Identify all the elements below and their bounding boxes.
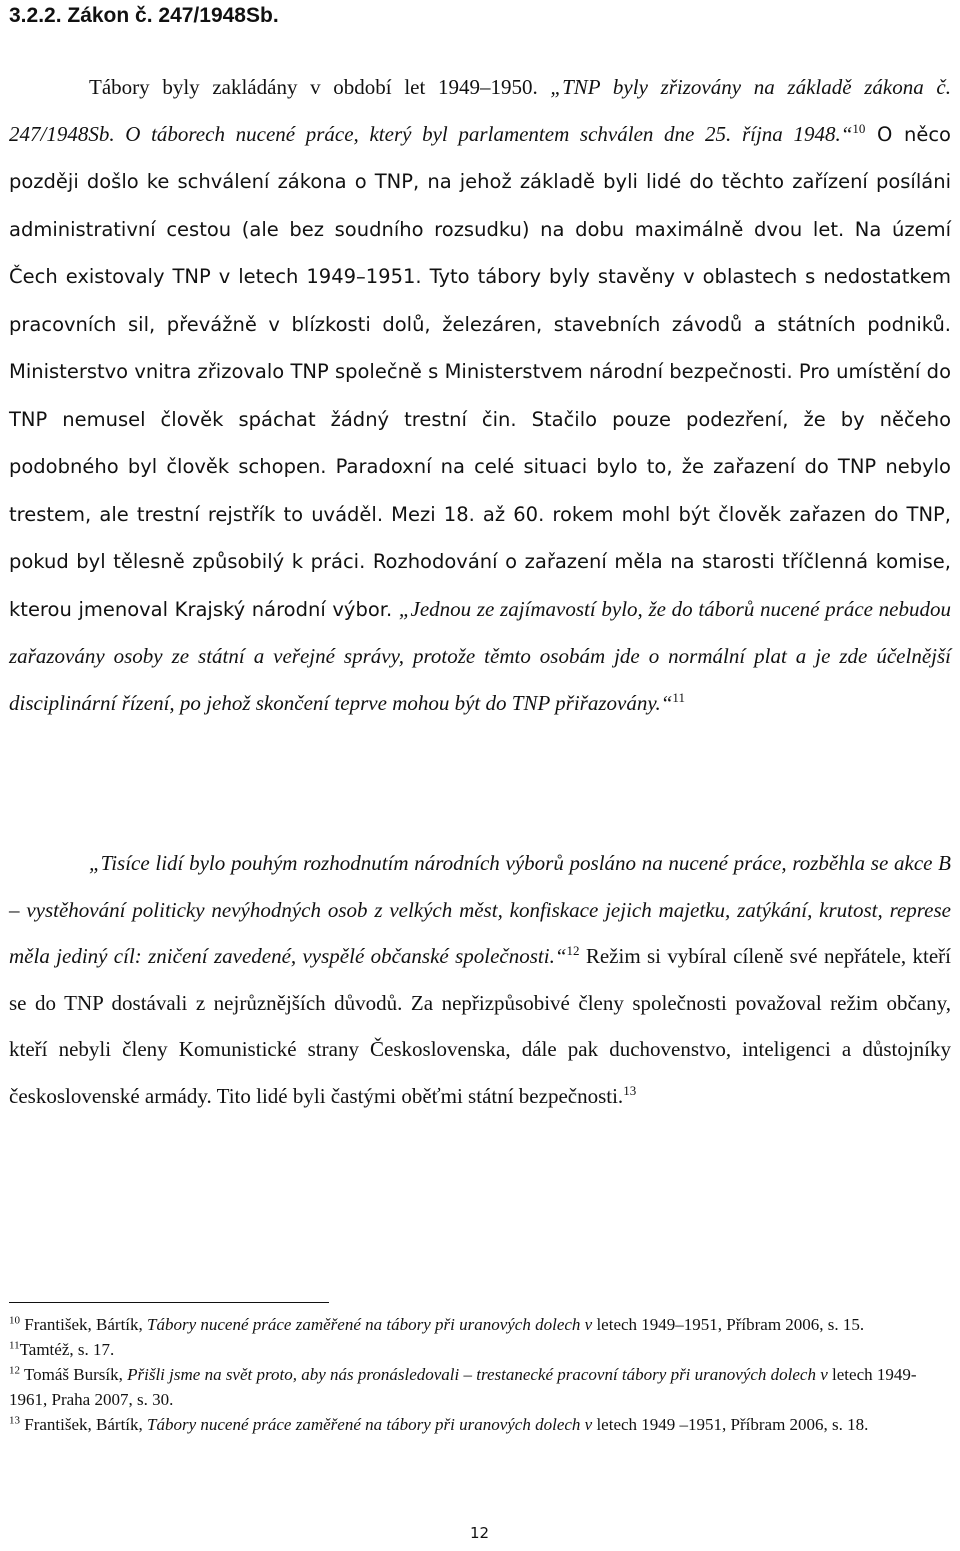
page-number: 12 (470, 1524, 490, 1542)
footnotes (9, 1312, 951, 1437)
p2-quote: „Tisíce lidí bylo pouhým rozhodnutím národních výborů posláno na nucené práce, rozběhla se akce B – vystěhování politicky nevýhodných osob z velkých měst, konfiskace jejich majetku, zatýkání, krutost, represe měla jediný cíl: zničení zavedené, vyspělé občanské společnosti.“ (9, 851, 951, 968)
footnote-ref-13: 13 (623, 1082, 637, 1098)
footnote-10: $^{10}$ František, Bártík, Tábory nucené práce zaměřené na tábory při uranových dolech v letech 1949–1951, Příbram 2006, s. 15. (9, 1314, 865, 1334)
paragraph-1 (9, 64, 951, 726)
footnote-11: $^{11}$Tamtéž, s. 17. (9, 1339, 115, 1359)
footnote-ref-10: 10 (852, 120, 866, 136)
p1-quote-1: „TNP byly zřizovány na základě zákona č. 247/1948Sb. O táborech nucené práce, který byl parlamentem schválen dne 25. října 1948.“ (9, 75, 951, 146)
footnote-ref-11: 11 (672, 689, 685, 705)
footnote-divider (9, 1302, 329, 1303)
footnote-ref-12: 12 (566, 943, 580, 958)
section-heading: 3.2.2. Zákon č. 247/1948Sb. (9, 4, 279, 27)
p1-text-a: Tábory byly zakládány v období let 1949–1950. (89, 75, 551, 99)
paragraph-2 (9, 840, 951, 1119)
footnote-12: $^{12}$ Tomáš Bursík, Přišli jsme na svět proto, aby nás pronásledovali – trestanecké pracovní tábory při uranových dolech v letech 1949-1961, Praha 2007, s. 30. (9, 1364, 917, 1409)
p1-quote-2: „Jednou ze zajímavostí bylo, že do táborů nucené práce nebudou zařazovány osoby ze státní a veřejné správy, protože těmto osobám jde o normální plat a je zde účelnější disciplinární řízení, po jehož skončení teprve mohou být do TNP přiřazovány.“ (9, 596, 951, 715)
footnote-13: $^{13}$ František, Bártík, Tábory nucené práce zaměřené na tábory při uranových dolech v letech 1949 –1951, Příbram 2006, s. 18. (9, 1414, 869, 1434)
p2-text-c: Režim si vybíral cíleně své nepřátele, kteří se do TNP dostávali z nejrůznějších důvodů. Za nepřizpůsobivé členy společnosti považoval režim občany, kteří nebyli členy Komunistické strany Československa, dále pak duchovenstvo, inteligenci a důstojníky československé armády. Tito lidé byli častými oběťmi státní bezpečnosti. (9, 944, 951, 1108)
p1-text-d: O něco později došlo ke schválení zákona o TNP, na jehož základě byli lidé do těchto zařízení posíláni administrativní cestou (ale bez soudního rozsudku) na dobu maximálně dvou let. Na území Čech existovaly TNP v letech 1949–1951. Tyto tábory byly stavěny v oblastech s nedostatkem pracovních sil, převážně v blízkosti dolů, železáren, stavebních závodů a státních podniků. Ministerstvo vnitra zřizovalo TNP společně s Ministerstvem národní bezpečnosti. Pro umístění do TNP nemusel člověk spáchat žádný trestní čin. Stačilo pouze podezření, že by něčeho podobného byl člověk schopen. Paradoxní na celé situaci bylo to, že zařazení do TNP nebylo trestem, ale trestní rejstřík to uváděl. Mezi 18. až 60. rokem mohl být člověk zařazen do TNP, pokud byl tělesně způsobilý k práci. Rozhodování o zařazení měla na starosti tříčlenná komise, kterou jmenoval Krajský národní výbor. (9, 122, 951, 621)
